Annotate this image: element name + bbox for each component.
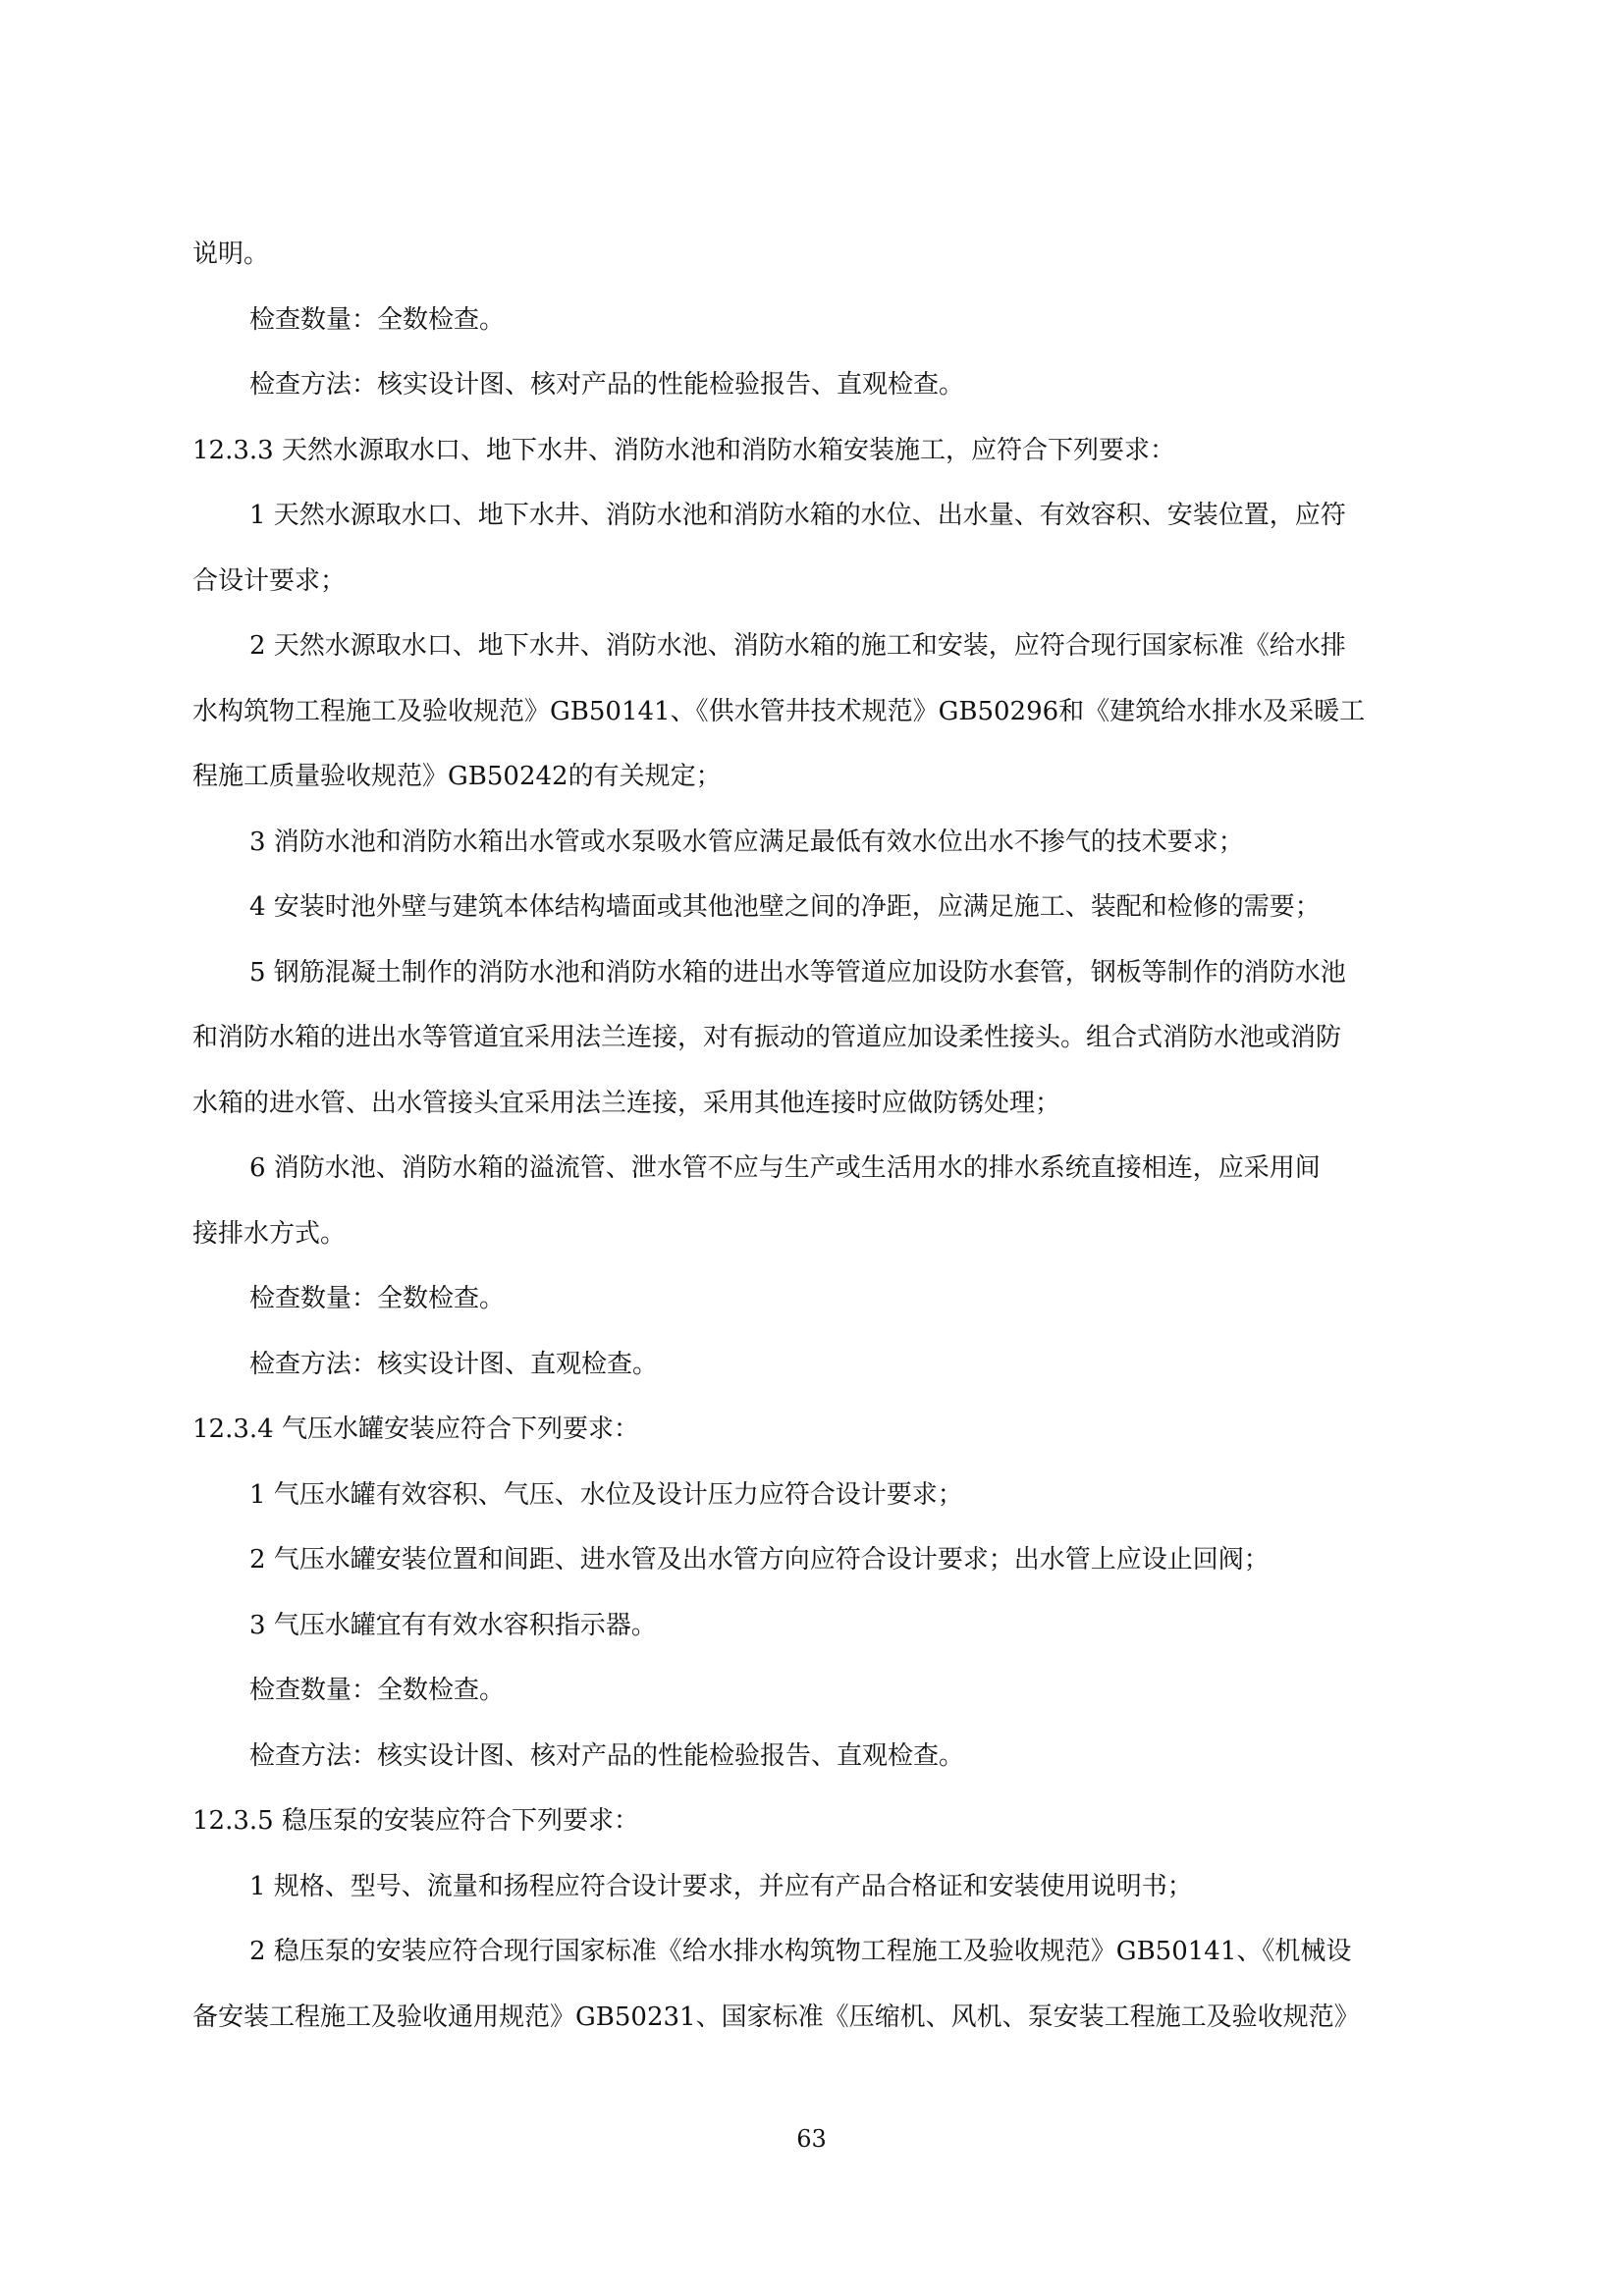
requirement-item: 2 天然水源取水口、地下水井、消防水池、消防水箱的施工和安装，应符合现行国家标准《给水排 [249,631,1346,661]
requirement-item: 1 天然水源取水口、地下水井、消防水池和消防水箱的水位、出水量、有效容积、安装位置，应符 [249,501,1346,530]
requirement-item: 3 气压水罐宜有有效水容积指示器。 [249,1610,657,1640]
check-quantity: 检查数量：全数检查。 [249,304,506,335]
section-heading-12-3-4: 12.3.4 气压水罐安装应符合下列要求： [192,1415,639,1444]
requirement-item: 5 钢筋混凝土制作的消防水池和消防水箱的进出水等管道应加设防水套管，钢板等制作的消防水池 [249,957,1346,988]
check-quantity: 检查数量：全数检查。 [249,1676,506,1705]
requirement-item: 6 消防水池、消防水箱的溢流管、泄水管不应与生产或生活用水的排水系统直接相连，应采用间 [249,1153,1321,1183]
requirement-item-continued: 水构筑物工程施工及验收规范》GB50141、《供水管井技术规范》GB50296和《建筑给水排水及采暖工 [192,696,1366,726]
requirement-item: 1 气压水罐有效容积、气压、水位及设计压力应符合设计要求； [249,1479,963,1510]
requirement-item-continued: 和消防水箱的进出水等管道宜采用法兰连接，对有振动的管道应加设柔性接头。组合式消防水池或消防 [192,1023,1342,1052]
requirement-item-continued: 合设计要求； [192,565,347,596]
check-method: 检查方法：核实设计图、核对产品的性能检验报告、直观检查。 [249,1740,965,1771]
check-method: 检查方法：核实设计图、核对产品的性能检验报告、直观检查。 [249,370,965,400]
requirement-item-continued: 水箱的进水管、出水管接头宜采用法兰连接，采用其他连接时应做防锈处理； [192,1088,1061,1118]
requirement-item: 2 气压水罐安装位置和间距、进水管及出水管方向应符合设计要求；出水管上应设止回阀； [249,1545,1270,1575]
page-number: 63 [796,2125,827,2153]
requirement-item: 3 消防水池和消防水箱出水管或水泵吸水管应满足最低有效水位出水不掺气的技术要求； [249,827,1244,857]
requirement-item: 1 规格、型号、流量和扬程应符合设计要求，并应有产品合格证和安装使用说明书； [249,1871,1193,1901]
requirement-item: 2 稳压泵的安装应符合现行国家标准《给水排水构筑物工程施工及验收规范》GB50141、《机械设 [249,1937,1352,1966]
check-quantity: 检查数量：全数检查。 [249,1284,506,1313]
requirement-item-continued: 备安装工程施工及验收通用规范》GB50231、国家标准《压缩机、风机、泵安装工程施工及验收规范》 [192,2002,1360,2032]
section-heading-12-3-3: 12.3.3 天然水源取水口、地下水井、消防水池和消防水箱安装施工，应符合下列要求： [192,435,1175,465]
page-body [192,222,1463,2050]
check-method: 检查方法：核实设计图、直观检查。 [249,1349,659,1379]
requirement-item-continued: 接排水方式。 [192,1218,347,1249]
requirement-item-continued: 程施工质量验收规范》GB50242的有关规定； [192,762,722,791]
continuation-text: 说明。 [192,240,270,269]
requirement-item: 4 安装时池外壁与建筑本体结构墙面或其他池壁之间的净距，应满足施工、装配和检修的需要； [249,892,1321,922]
section-heading-12-3-5: 12.3.5 稳压泵的安装应符合下列要求： [192,1806,639,1836]
